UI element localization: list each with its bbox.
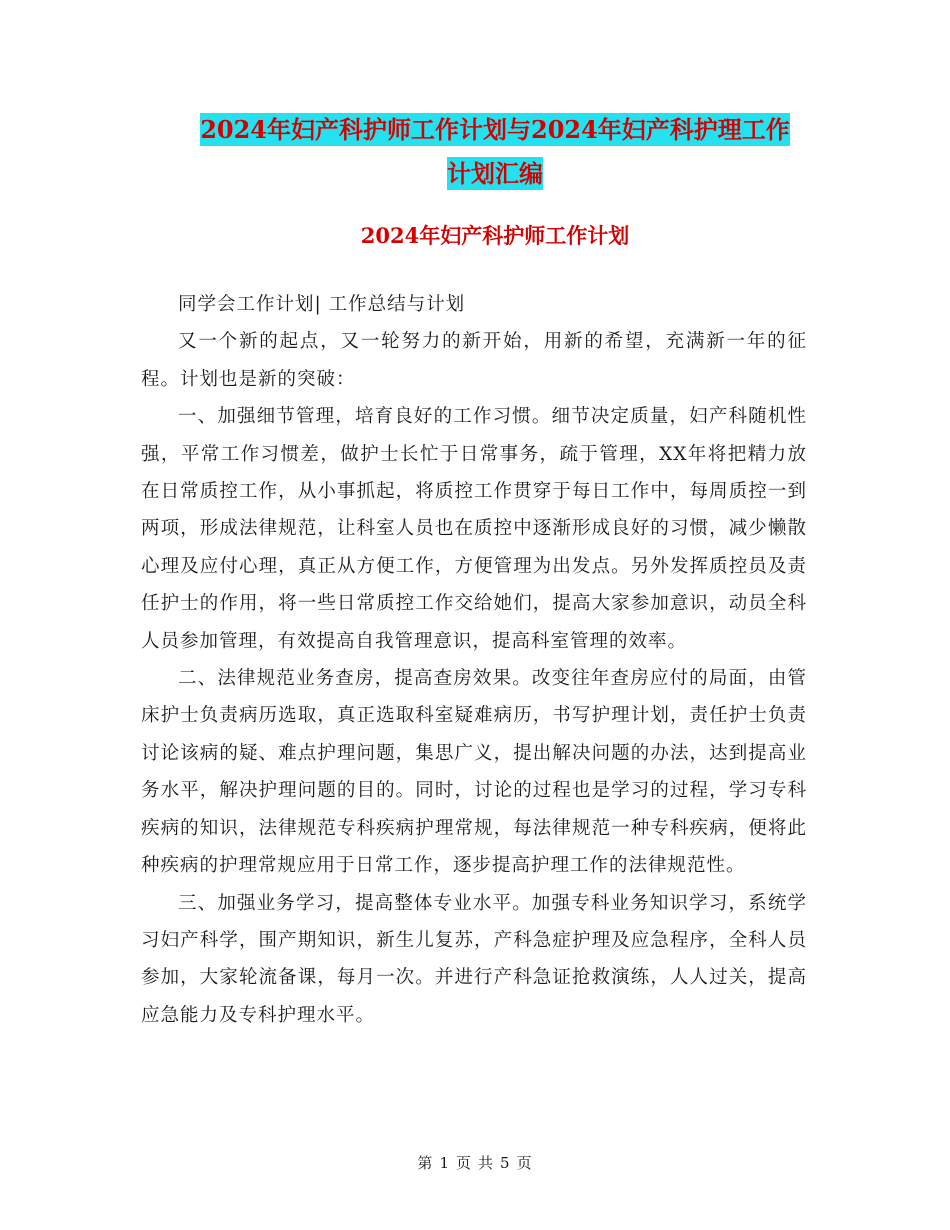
paragraph: 一、加强细节管理，培育良好的工作习惯。细节决定质量，妇产科随机性强，平常工作习惯差，做护士长忙于日常事务，疏于管理，XX年将把精力放在日常质控工作，从小事抓起，将质控工作贯穿于每日工作中，每周质控一到两项，形成法律规范，让科室人员也在质控中逐渐形成良好的习惯，减少懒散心理及应付心理，真正从方便工作，方便管理为出发点。另外发挥质控员及责任护士的作用，将一些日常质控工作交给她们，提高大家参加意识，动员全科人员参加管理，有效提高自我管理意识，提高科室管理的效率。 [141,406,807,652]
page-number: 1 [439,1154,450,1172]
title-line-2: 计划汇编 [447,159,543,188]
document-title [140,108,850,196]
total-pages: 5 [500,1154,511,1172]
paragraph: 又一个新的起点，又一轮努力的新开始，用新的希望，充满新一年的征程。计划也是新的突破： [141,331,807,390]
section-title: 2024年妇产科护师工作计划 [360,223,630,248]
page-label-mid: 页 [455,1154,472,1172]
total-label: 共 [478,1154,495,1172]
page-label-prefix: 第 [417,1154,434,1172]
document-body [141,286,807,1034]
title-line-1: 2024年妇产科护师工作计划与2024年妇产科护理工作 [200,115,790,144]
paragraph: 二、法律规范业务查房，提高查房效果。改变往年查房应付的局面，由管床护士负责病历选取，真正选取科室疑难病历，书写护理计划，责任护士负责讨论该病的疑、难点护理问题，集思广义，提出解决问题的办法，达到提高业务水平，解决护理问题的目的。同时，讨论的过程也是学习的过程，学习专科疾病的知识，法律规范专科疾病护理常规，每法律规范一种专科疾病，便将此种疾病的护理常规应用于日常工作，逐步提高护理工作的法律规范性。 [141,668,807,877]
paragraph: 同学会工作计划| 工作总结与计划 [178,294,466,315]
paragraph: 三、加强业务学习，提高整体专业水平。加强专科业务知识学习，系统学习妇产科学，围产期知识，新生儿复苏，产科急症护理及应急程序，全科人员参加，大家轮流备课，每月一次。并进行产科急证抢救演练，人人过关，提高应急能力及专科护理水平。 [141,892,807,1026]
page-footer [0,1152,950,1173]
total-label-suffix: 页 [516,1154,533,1172]
